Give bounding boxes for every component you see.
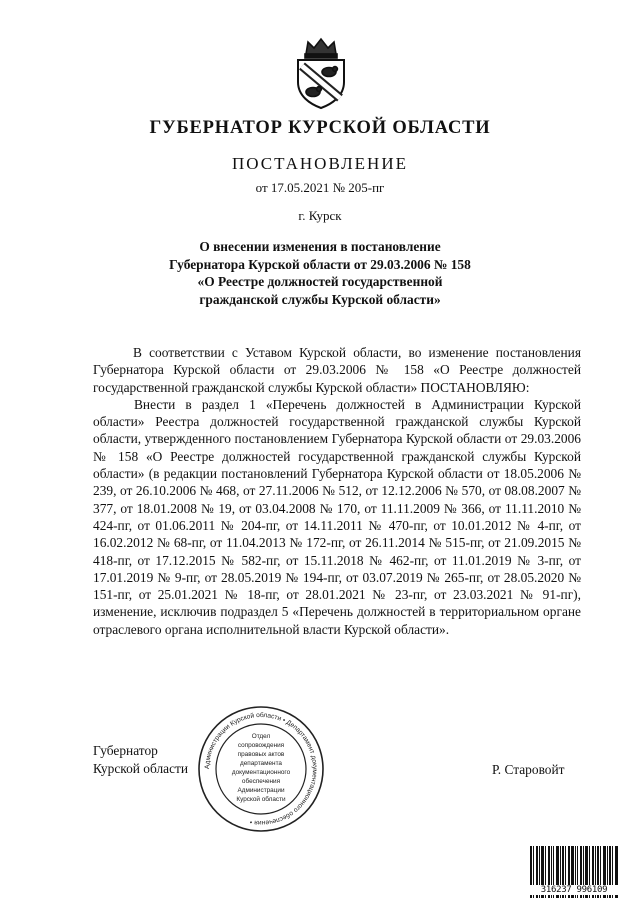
stamp-line: Администрации (237, 787, 285, 794)
coat-of-arms-emblem (290, 36, 352, 110)
barcode-number: 316237 996109 (530, 885, 618, 895)
stamp-line: сопровождения (237, 742, 285, 749)
title-line: О внесении изменения в постановление (199, 239, 441, 254)
document-type: ПОСТАНОВЛЕНИЕ (231, 154, 408, 173)
signatory-position-line: Курской области (93, 760, 189, 776)
signatory-position-line: Губернатор (93, 743, 158, 758)
stamp-line: Курской области (236, 796, 286, 803)
document-city: г. Курск (298, 208, 342, 223)
stamp-line: Отдел (251, 733, 271, 740)
title-line: гражданской службы Курской области» (199, 291, 441, 307)
stamp-ring-text: Администрации Курской области • Департамент документационного обеспечения • (203, 711, 319, 827)
office-stamp (196, 704, 326, 834)
document-date-number: от 17.05.2021 № 205-пг (255, 180, 385, 195)
stamp-line: документационного (231, 769, 291, 776)
stamp-line: правовых актов (237, 751, 285, 758)
document-body (93, 344, 581, 638)
title-line: Губернатора Курской области от 29.03.2006 № 158 (169, 256, 471, 272)
organization-heading: ГУБЕРНАТОР КУРСКОЙ ОБЛАСТИ (149, 118, 491, 138)
signatory-position (93, 742, 188, 777)
signatory-name: Р. Старовойт (492, 762, 565, 777)
document-title (0, 238, 640, 308)
title-line: «О Реестре должностей государственной (197, 274, 443, 289)
stamp-line: департамента (239, 760, 283, 767)
stamp-line: обеспечения (241, 778, 281, 785)
body-paragraph: Внести в раздел 1 «Перечень должностей в Администрации Курской области» Реестра должностей государственной гражданской службы Курской области, утвержденного постановлением Губернатора Курской области от 29.03.2006 № 158 «О Реестре должностей государственной гражданской службы Курской области» (в редакции постановлений Губернатора Курской области от 18.05.2006 № 239, от 26.10.2006 № 468, от 27.11.2006 № 512, от 12.12.2006 № 570, от 08.08.2007 № 377, от 18.01.2008 № 19, от 03.04.2008 № 170, от 11.11.2009 № 366, от 11.11.2010 № 424-пг, от 01.06.2011 № 204-пг, от 14.11.2011 № 470-пг, от 10.01.2012 № 4-пг, от 16.02.2012 № 68-пг, от 11.04.2013 № 172-пг, от 26.11.2014 № 515-пг, от 21.09.2015 № 418-пг, от 17.12.2015 № 582-пг, от 15.11.2018 № 462-пг, от 11.01.2019 № 3-пг, от 17.01.2019 № 9-пг, от 28.05.2019 № 194-пг, от 03.07.2019 № 265-пг, от 28.05.2020 № 151-пг, от 25.01.2021 № 18-пг, от 28.01.2021 № 23-пг, от 23.03.2021 № 91-пг), изменение, исключив подраздел 5 «Перечень должностей в территориальном органе отраслевого органа исполнительной власти Курской области». (93, 396, 581, 637)
body-paragraph: В соответствии с Уставом Курской области, во изменение постановления Губернатора Курской области от 29.03.2006 № 158 «О Реестре должностей государственной гражданской службы Курской области» ПОСТАНОВЛЯЮ: (93, 345, 581, 395)
